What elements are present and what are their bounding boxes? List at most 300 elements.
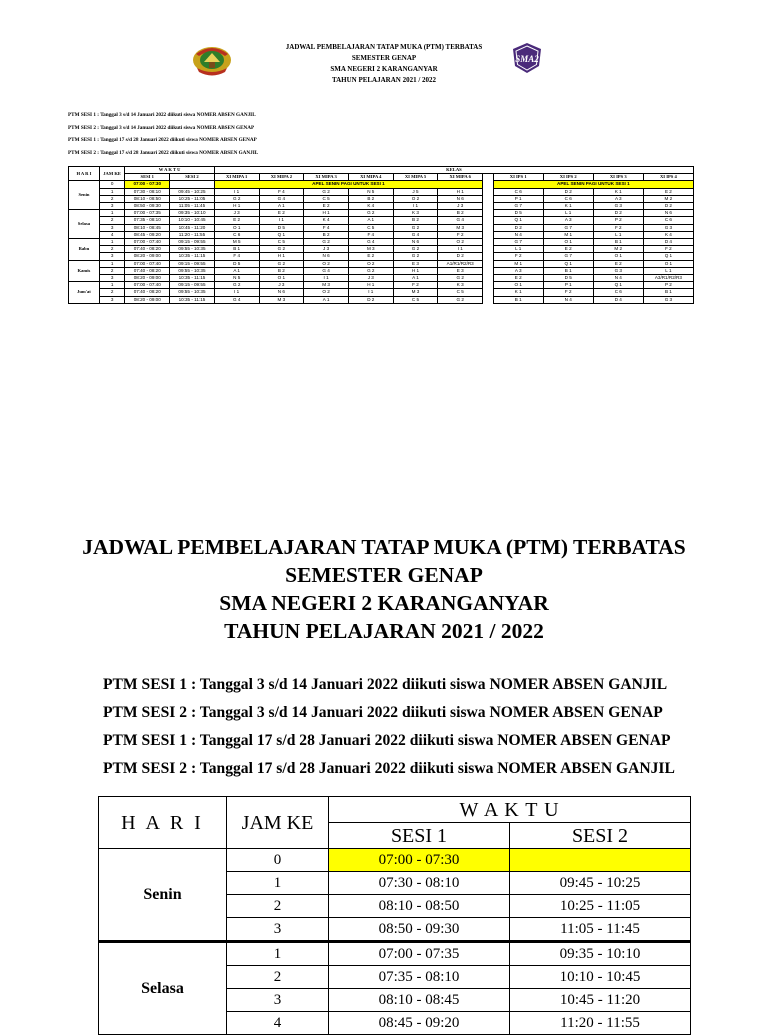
- sesi1-time-cell: 08:20 - 09:00: [125, 275, 170, 282]
- class-cell: N 6: [304, 253, 349, 260]
- header-waktu: W A K T U: [329, 797, 691, 823]
- class-cell: N 4: [593, 275, 643, 282]
- jam-cell: 3: [227, 918, 329, 942]
- class-cell: I 1: [214, 289, 259, 296]
- day-cell: Senin: [99, 849, 227, 942]
- jam-cell: 3: [99, 296, 125, 303]
- class-cell: K 1: [593, 188, 643, 195]
- jam-cell: 1: [99, 188, 125, 195]
- class-cell: G 2: [259, 246, 304, 253]
- header-class: XI IPS 2: [543, 174, 593, 181]
- class-cell: K 4: [348, 203, 393, 210]
- class-cell: F 4: [214, 253, 259, 260]
- class-cell: G 4: [259, 195, 304, 202]
- ptm-notes-small: [68, 109, 258, 159]
- class-cell: N 4: [493, 231, 543, 238]
- sesi2-time-cell: 09:45 - 10:25: [510, 872, 691, 895]
- sesi1-time-cell: 08:50 - 09:30: [329, 918, 510, 942]
- class-cell: O 1: [493, 282, 543, 289]
- jam-cell: 3: [99, 224, 125, 231]
- class-cell: B 1: [643, 289, 693, 296]
- header-class: XI MIPA 4: [348, 174, 393, 181]
- class-cell: E 3: [393, 260, 438, 267]
- column-gap: [483, 195, 494, 202]
- jam-cell: 1: [227, 942, 329, 966]
- class-cell: A 3: [593, 195, 643, 202]
- note-line: PTM SESI 2 : Tanggal 3 s/d 14 Januari 2022 diikuti siswa NOMER ABSEN GENAP: [103, 704, 663, 721]
- day-cell: Senin: [69, 181, 100, 210]
- class-cell: F 2: [493, 253, 543, 260]
- class-cell: F 2: [393, 282, 438, 289]
- jam-cell: 2: [99, 246, 125, 253]
- class-cell: G 2: [438, 275, 483, 282]
- sesi2-time-cell: 10:35 - 11:15: [170, 296, 215, 303]
- table-row: [69, 217, 694, 224]
- class-cell: G 7: [493, 239, 543, 246]
- class-cell: B 2: [393, 217, 438, 224]
- header-class: XI MIPA 2: [259, 174, 304, 181]
- title-line: TAHUN PELAJARAN 2021 / 2022: [331, 76, 437, 84]
- school-logo: [511, 42, 543, 74]
- jam-cell: 3: [99, 203, 125, 210]
- table-row: [69, 275, 694, 282]
- column-gap: [483, 203, 494, 210]
- header-hari: H A R I: [69, 167, 100, 181]
- table-row: [69, 195, 694, 202]
- class-cell: L 1: [643, 267, 693, 274]
- class-cell: O 1: [214, 224, 259, 231]
- class-cell: C 6: [493, 188, 543, 195]
- class-cell: I 1: [304, 275, 349, 282]
- class-cell: H 1: [348, 282, 393, 289]
- class-cell: D 5: [543, 275, 593, 282]
- class-cell: C 5: [304, 195, 349, 202]
- jam-cell: 2: [99, 267, 125, 274]
- class-cell: M 2: [593, 246, 643, 253]
- header-jam: JAM KE: [227, 797, 329, 849]
- class-cell: M 3: [259, 296, 304, 303]
- class-cell: D 2: [493, 224, 543, 231]
- sesi1-time-cell: 07:00 - 07:40: [125, 260, 170, 267]
- title-line: JADWAL PEMBELAJARAN TATAP MUKA (PTM) TERBATAS: [82, 535, 686, 559]
- class-cell: P 1: [543, 282, 593, 289]
- note-line: PTM SESI 2 : Tanggal 3 s/d 14 Januari 2022 diikuti siswa NOMER ABSEN GENAP: [68, 124, 255, 131]
- class-cell: H 1: [393, 267, 438, 274]
- jam-cell: 1: [99, 282, 125, 289]
- class-cell: I 1: [348, 289, 393, 296]
- class-cell: F 2: [543, 289, 593, 296]
- class-cell: P 2: [643, 282, 693, 289]
- sesi1-time-cell: 07:00 - 07:30: [329, 849, 510, 872]
- sesi1-time-cell: 07:00 - 07:30: [125, 181, 170, 188]
- sesi2-time-cell: 11:20 - 11:55: [170, 231, 215, 238]
- day-cell: Selasa: [69, 210, 100, 239]
- sesi2-time-cell: 09:15 - 09:55: [170, 282, 215, 289]
- header-class: XI MIPA 1: [214, 174, 259, 181]
- class-cell: G 3: [643, 296, 693, 303]
- jam-cell: 0: [99, 181, 125, 188]
- class-cell: A 1: [259, 203, 304, 210]
- class-cell: G 4: [304, 267, 349, 274]
- column-gap: [483, 260, 494, 267]
- table-row: [69, 181, 694, 188]
- class-cell: O 2: [393, 195, 438, 202]
- header-class: XI IPS 4: [643, 174, 693, 181]
- column-gap: [483, 188, 494, 195]
- class-cell: A 3: [543, 217, 593, 224]
- header-class: XI IPS 3: [593, 174, 643, 181]
- class-cell: N 6: [393, 239, 438, 246]
- class-cell: C 5: [393, 296, 438, 303]
- class-cell: I 1: [214, 188, 259, 195]
- class-cell: C 5: [259, 239, 304, 246]
- class-cell: O 1: [593, 253, 643, 260]
- document-title-zoomed: [70, 533, 698, 645]
- class-cell: M 3: [438, 224, 483, 231]
- class-cell: F 2: [438, 231, 483, 238]
- column-gap: [483, 239, 494, 246]
- class-cell: G 4: [393, 231, 438, 238]
- title-line: SEMESTER GENAP: [351, 54, 417, 62]
- column-gap: [483, 275, 494, 282]
- sesi2-time-cell: 10:10 - 10:45: [510, 966, 691, 989]
- class-cell: N 6: [438, 195, 483, 202]
- class-cell: G 4: [348, 239, 393, 246]
- class-cell: K 4: [643, 231, 693, 238]
- class-cell: B 2: [259, 267, 304, 274]
- header-hari: H A R I: [99, 797, 227, 849]
- sesi2-time-cell: 10:10 - 10:45: [170, 217, 215, 224]
- class-cell: O 2: [438, 239, 483, 246]
- sesi1-time-cell: 08:20 - 09:00: [125, 253, 170, 260]
- sesi1-time-cell: 07:40 - 08:20: [125, 289, 170, 296]
- jam-cell: 1: [99, 239, 125, 246]
- jam-cell: 4: [99, 231, 125, 238]
- day-cell: Jum'at: [69, 282, 100, 304]
- table-row: [69, 246, 694, 253]
- sesi1-time-cell: 07:35 - 08:10: [329, 966, 510, 989]
- class-cell: A 1: [393, 275, 438, 282]
- class-cell: M 5: [214, 239, 259, 246]
- schedule-table-small: [68, 166, 694, 304]
- class-cell: B 2: [304, 231, 349, 238]
- sesi1-time-cell: 08:10 - 08:45: [125, 224, 170, 231]
- table-row: [69, 203, 694, 210]
- jam-cell: 2: [227, 966, 329, 989]
- class-cell: C 6: [543, 195, 593, 202]
- class-cell: D 2: [543, 188, 593, 195]
- class-cell: I 1: [393, 203, 438, 210]
- column-gap: [483, 231, 494, 238]
- class-cell: E 2: [643, 188, 693, 195]
- sesi2-time-cell: 11:20 - 11:55: [510, 1012, 691, 1035]
- class-cell: A 1: [348, 217, 393, 224]
- class-cell: O 1: [543, 239, 593, 246]
- table-row: [99, 942, 691, 966]
- class-cell: O 2: [348, 260, 393, 267]
- sesi2-time-cell: 10:25 - 11:05: [510, 895, 691, 918]
- class-cell: B 1: [593, 239, 643, 246]
- table-row: [99, 849, 691, 872]
- class-cell: D 5: [259, 224, 304, 231]
- sesi1-time-cell: 08:45 - 09:20: [329, 1012, 510, 1035]
- class-cell: G 3: [593, 267, 643, 274]
- sesi2-time-cell: 10:25 - 11:05: [170, 195, 215, 202]
- class-cell: N 6: [259, 289, 304, 296]
- note-line: PTM SESI 1 : Tanggal 17 s/d 28 Januari 2022 diikuti siswa NOMER ABSEN GENAP: [103, 732, 671, 749]
- sesi1-time-cell: 08:10 - 08:50: [125, 195, 170, 202]
- table-row: [69, 188, 694, 195]
- class-cell: E 2: [259, 210, 304, 217]
- class-cell: J 3: [304, 246, 349, 253]
- class-cell: B 2: [348, 195, 393, 202]
- class-cell: J 3: [438, 203, 483, 210]
- class-cell: E 2: [348, 253, 393, 260]
- class-cell: D 5: [214, 260, 259, 267]
- class-cell: E 2: [214, 217, 259, 224]
- header-class: XI MIPA 3: [304, 174, 349, 181]
- class-cell: Q 1: [493, 217, 543, 224]
- class-cell: B 1: [493, 296, 543, 303]
- day-cell: Selasa: [99, 942, 227, 1035]
- table-row: [69, 239, 694, 246]
- sesi2-time-cell: 09:15 - 09:55: [170, 239, 215, 246]
- title-line: SEMESTER GENAP: [285, 563, 483, 587]
- class-cell: D 2: [348, 296, 393, 303]
- class-cell: M 2: [643, 195, 693, 202]
- schedule-table-zoomed: [98, 796, 691, 1035]
- sesi2-time-cell: 11:05 - 11:45: [170, 203, 215, 210]
- column-gap: [483, 181, 494, 188]
- class-cell: K 3: [438, 282, 483, 289]
- sesi1-time-cell: 07:00 - 07:40: [125, 239, 170, 246]
- class-cell: H 1: [214, 203, 259, 210]
- table-row: [69, 253, 694, 260]
- class-cell: A3/R1/R2/R3: [643, 275, 693, 282]
- jam-cell: 3: [99, 253, 125, 260]
- header-class: XI IPS 1: [493, 174, 543, 181]
- sesi2-time-cell: 10:45 - 11:20: [510, 989, 691, 1012]
- column-gap: [483, 210, 494, 217]
- class-cell: N 5: [214, 275, 259, 282]
- class-cell: M 3: [304, 282, 349, 289]
- sesi1-time-cell: 08:20 - 09:00: [125, 296, 170, 303]
- note-line: PTM SESI 2 : Tanggal 17 s/d 28 Januari 2022 diikuti siswa NOMER ABSEN GANJIL: [68, 149, 259, 156]
- class-cell: C 5: [348, 224, 393, 231]
- class-cell: H 1: [304, 210, 349, 217]
- column-gap: [483, 174, 494, 181]
- class-cell: P 2: [593, 217, 643, 224]
- class-cell: K 3: [393, 210, 438, 217]
- class-cell: G 2: [393, 224, 438, 231]
- ptm-notes-zoomed: [103, 671, 675, 783]
- class-cell: J 3: [259, 282, 304, 289]
- table-row: [69, 267, 694, 274]
- column-gap: [483, 282, 494, 289]
- class-cell: G 7: [543, 253, 593, 260]
- sesi2-time-cell: 09:55 - 10:35: [170, 289, 215, 296]
- class-cell: H 1: [259, 253, 304, 260]
- class-cell: G 2: [348, 267, 393, 274]
- class-cell: L 1: [543, 210, 593, 217]
- class-cell: N 5: [348, 188, 393, 195]
- class-cell: E 2: [543, 246, 593, 253]
- class-cell: C 6: [643, 217, 693, 224]
- class-cell: D 4: [593, 296, 643, 303]
- column-gap: [483, 217, 494, 224]
- class-cell: A 1: [304, 296, 349, 303]
- header-class: XI MIPA 6: [438, 174, 483, 181]
- class-cell: A 1: [214, 267, 259, 274]
- class-cell: Q 1: [643, 253, 693, 260]
- header-sesi1: SESI 1: [329, 823, 510, 849]
- sesi2-time-cell: 09:35 - 10:10: [170, 210, 215, 217]
- class-cell: B 2: [438, 210, 483, 217]
- column-gap: [483, 224, 494, 231]
- class-cell: G 2: [304, 188, 349, 195]
- jam-cell: 2: [99, 289, 125, 296]
- class-cell: H 1: [438, 188, 483, 195]
- jam-cell: 0: [227, 849, 329, 872]
- day-cell: Rabu: [69, 239, 100, 261]
- class-cell: M 3: [393, 289, 438, 296]
- class-cell: N 4: [543, 296, 593, 303]
- day-cell: Kamis: [69, 260, 100, 282]
- class-cell: K 4: [304, 217, 349, 224]
- table-row: [69, 210, 694, 217]
- jam-cell: 1: [99, 210, 125, 217]
- class-cell: G 3: [593, 203, 643, 210]
- sesi2-time-cell: [510, 849, 691, 872]
- class-cell: D 2: [643, 203, 693, 210]
- sesi1-time-cell: 07:00 - 07:35: [329, 942, 510, 966]
- class-cell: F 2: [643, 246, 693, 253]
- class-cell: C 6: [214, 231, 259, 238]
- table-row: [69, 224, 694, 231]
- class-cell: D 5: [493, 210, 543, 217]
- class-cell: N 6: [643, 210, 693, 217]
- sesi2-time-cell: 09:15 - 09:55: [170, 260, 215, 267]
- class-cell: G 2: [438, 296, 483, 303]
- column-gap: [483, 267, 494, 274]
- class-cell: A 3: [493, 267, 543, 274]
- header-class: XI MIPA 5: [393, 174, 438, 181]
- class-cell: K 1: [543, 203, 593, 210]
- class-cell: G 3: [643, 224, 693, 231]
- class-cell: E 3: [438, 267, 483, 274]
- class-cell: B 1: [214, 246, 259, 253]
- sesi1-time-cell: 07:40 - 08:20: [125, 267, 170, 274]
- sesi1-time-cell: 08:10 - 08:45: [329, 989, 510, 1012]
- class-cell: M 1: [543, 231, 593, 238]
- apel-banner-mipa: APEL SENIN PAGI UNTUK SESI 1: [214, 181, 482, 188]
- jam-cell: 2: [99, 217, 125, 224]
- sesi1-time-cell: 08:10 - 08:50: [329, 895, 510, 918]
- sesi2-time-cell: 09:45 - 10:25: [170, 188, 215, 195]
- title-line: JADWAL PEMBELAJARAN TATAP MUKA (PTM) TERBATAS: [285, 43, 483, 51]
- class-cell: G 2: [259, 260, 304, 267]
- sesi1-time-cell: 07:40 - 08:20: [125, 246, 170, 253]
- class-cell: F 4: [304, 224, 349, 231]
- note-line: PTM SESI 1 : Tanggal 3 s/d 14 Januari 2022 diikuti siswa NOMER ABSEN GANJIL: [68, 112, 256, 118]
- sesi2-time-cell: 09:55 - 10:35: [170, 267, 215, 274]
- sesi1-time-cell: 07:35 - 08:10: [125, 217, 170, 224]
- class-cell: E 2: [304, 203, 349, 210]
- sesi2-time-cell: [170, 181, 215, 188]
- class-cell: F 4: [259, 188, 304, 195]
- class-cell: G 2: [348, 210, 393, 217]
- class-cell: J 5: [393, 188, 438, 195]
- class-cell: O 1: [643, 260, 693, 267]
- title-line: SMA NEGERI 2 KARANGANYAR: [330, 65, 438, 73]
- sesi2-time-cell: 09:55 - 10:35: [170, 246, 215, 253]
- class-cell: J 3: [214, 210, 259, 217]
- sesi2-time-cell: 10:45 - 11:20: [170, 224, 215, 231]
- jam-cell: 1: [99, 260, 125, 267]
- sesi2-time-cell: 11:05 - 11:45: [510, 918, 691, 942]
- sesi2-time-cell: 09:35 - 10:10: [510, 942, 691, 966]
- class-cell: G 4: [438, 217, 483, 224]
- header-waktu: W A K T U: [125, 167, 214, 174]
- sesi2-time-cell: 10:35 - 11:15: [170, 275, 215, 282]
- class-cell: E 2: [593, 260, 643, 267]
- class-cell: K 1: [493, 289, 543, 296]
- class-cell: B 1: [543, 267, 593, 274]
- class-cell: G 7: [543, 224, 593, 231]
- column-gap: [483, 246, 494, 253]
- sesi2-time-cell: 10:35 - 11:15: [170, 253, 215, 260]
- table-row: [69, 282, 694, 289]
- class-cell: O 2: [304, 289, 349, 296]
- sesi1-time-cell: 07:00 - 07:40: [125, 282, 170, 289]
- class-cell: I 1: [438, 246, 483, 253]
- class-cell: A1/R1/R2/R3: [438, 260, 483, 267]
- note-line: PTM SESI 1 : Tanggal 17 s/d 28 Januari 2022 diikuti siswa NOMER ABSEN GENAP: [68, 137, 257, 143]
- class-cell: O 1: [259, 275, 304, 282]
- class-cell: Q 1: [593, 282, 643, 289]
- column-gap: [483, 289, 494, 296]
- note-line: PTM SESI 2 : Tanggal 17 s/d 28 Januari 2022 diikuti siswa NOMER ABSEN GANJIL: [103, 760, 675, 777]
- header-kelas: KELAS: [214, 167, 693, 174]
- sesi1-time-cell: 07:30 - 08:10: [329, 872, 510, 895]
- school-logo-lettering: SMA2: [515, 54, 539, 64]
- class-cell: G 7: [493, 203, 543, 210]
- jam-cell: 2: [99, 195, 125, 202]
- class-cell: Q 1: [259, 231, 304, 238]
- class-cell: L 1: [593, 231, 643, 238]
- jam-cell: 4: [227, 1012, 329, 1035]
- class-cell: D 2: [593, 210, 643, 217]
- class-cell: G 2: [214, 282, 259, 289]
- header-sesi2: SESI 2: [170, 174, 215, 181]
- jam-cell: 3: [227, 989, 329, 1012]
- column-gap: [483, 253, 494, 260]
- jam-cell: 1: [227, 872, 329, 895]
- sesi1-time-cell: 08:50 - 09:30: [125, 203, 170, 210]
- class-cell: G 2: [304, 239, 349, 246]
- table-row: [69, 260, 694, 267]
- header-sesi1: SESI 1: [125, 174, 170, 181]
- header-jam: JAM KE: [99, 167, 125, 181]
- title-line: TAHUN PELAJARAN 2021 / 2022: [224, 619, 544, 643]
- header-sesi2: SESI 2: [510, 823, 691, 849]
- title-line: SMA NEGERI 2 KARANGANYAR: [219, 591, 549, 615]
- table-row: [69, 231, 694, 238]
- class-cell: D 2: [438, 253, 483, 260]
- class-cell: D 4: [643, 239, 693, 246]
- class-cell: O 2: [304, 260, 349, 267]
- class-cell: Q 1: [543, 260, 593, 267]
